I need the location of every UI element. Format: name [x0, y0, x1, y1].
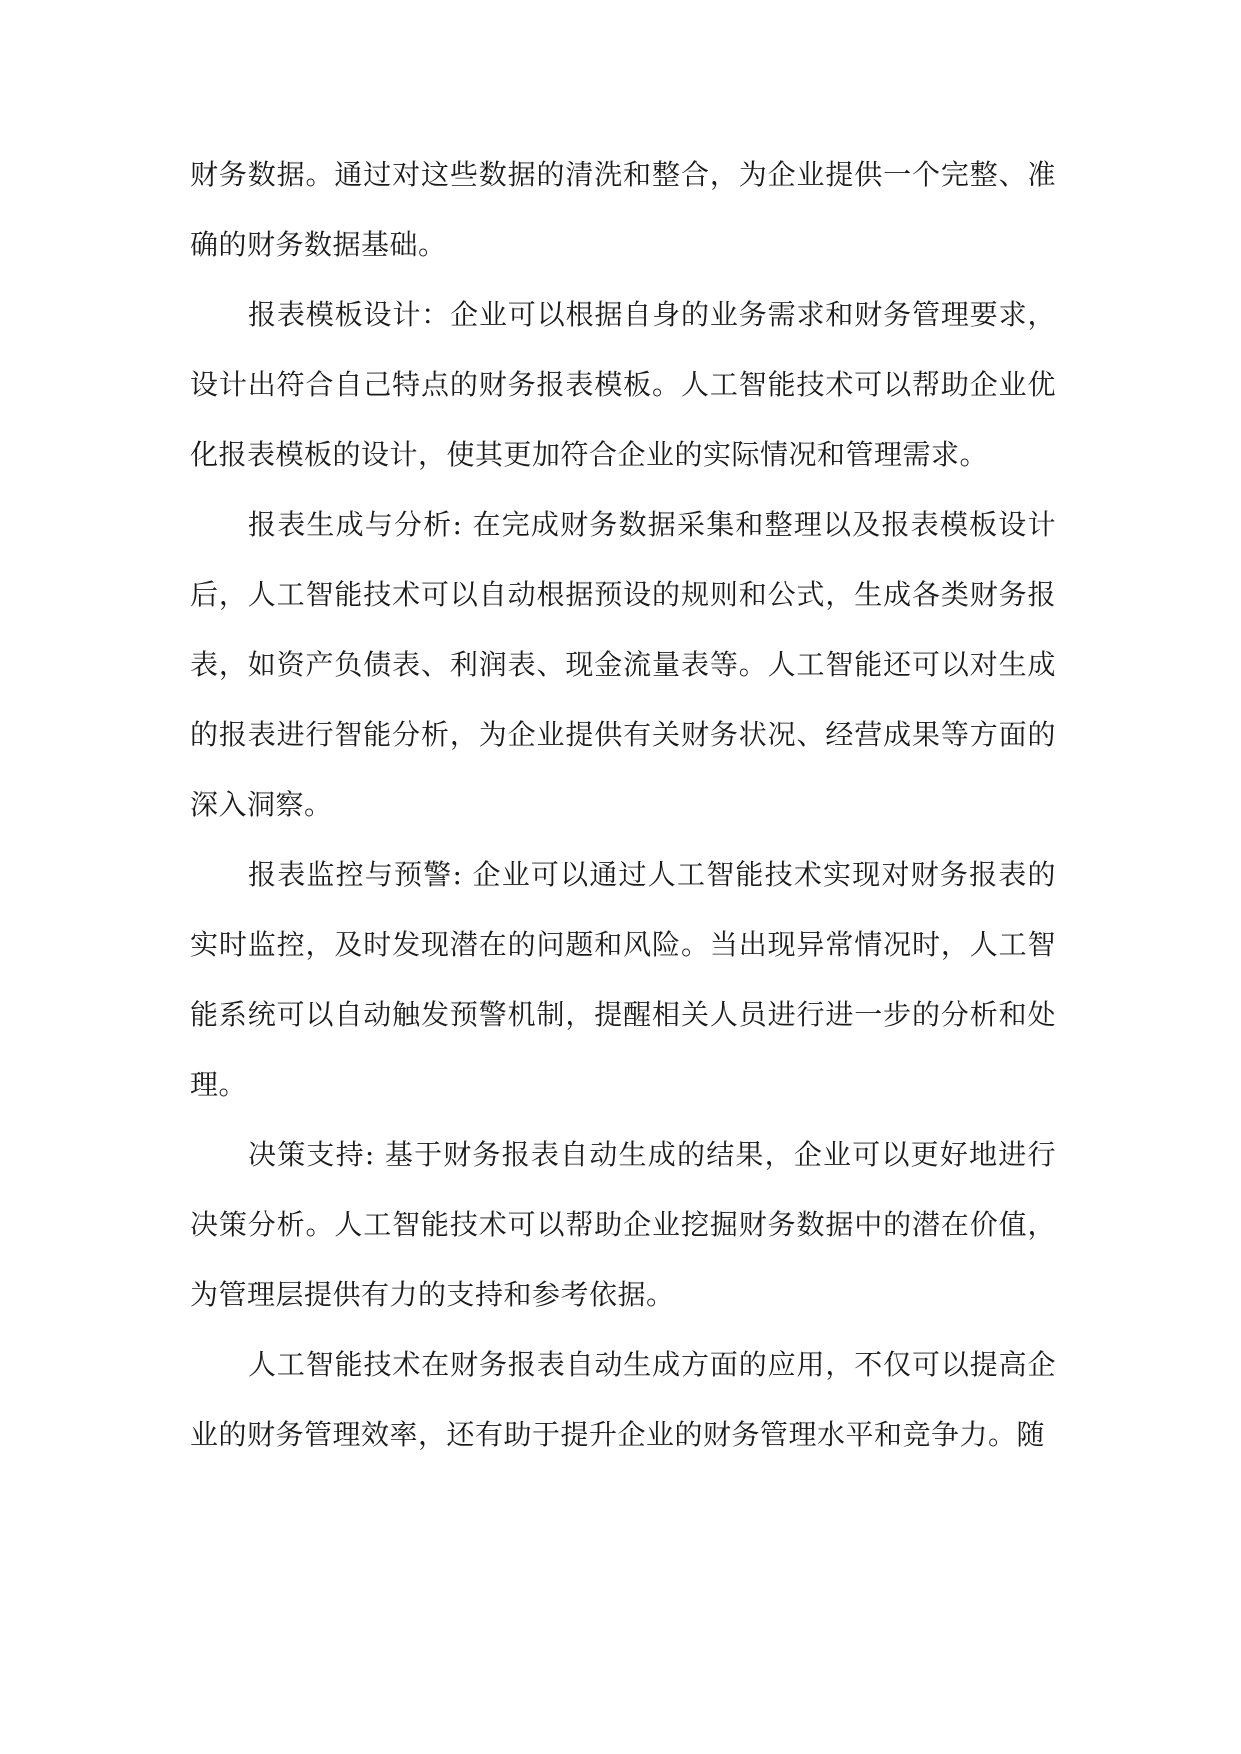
- document-body: [190, 140, 1056, 1470]
- paragraph-report-template-design: 报表模板设计：企业可以根据自身的业务需求和财务管理要求，设计出符合自己特点的财务报表模板。人工智能技术可以帮助企业优化报表模板的设计，使其更加符合企业的实际情况和管理需求。: [190, 298, 1056, 471]
- paragraph-continuation: 财务数据。通过对这些数据的清洗和整合，为企业提供一个完整、准确的财务数据基础。: [190, 158, 1056, 261]
- paragraph-report-monitoring-warning: 报表监控与预警: 企业可以通过人工智能技术实现对财务报表的实时监控，及时发现潜在的问题和风险。当出现异常情况时，人工智能系统可以自动触发预警机制，提醒相关人员进行进一步的分析和处理。: [190, 858, 1056, 1101]
- paragraph-ai-application-summary: 人工智能技术在财务报表自动生成方面的应用，不仅可以提高企业的财务管理效率，还有助于提升企业的财务管理水平和竞争力。随: [190, 1348, 1056, 1451]
- paragraph-decision-support: 决策支持: 基于财务报表自动生成的结果，企业可以更好地进行决策分析。人工智能技术可以帮助企业挖掘财务数据中的潜在价值，为管理层提供有力的支持和参考依据。: [190, 1138, 1056, 1311]
- paragraph-report-generation-analysis: 报表生成与分析: 在完成财务数据采集和整理以及报表模板设计后，人工智能技术可以自动根据预设的规则和公式，生成各类财务报表，如资产负债表、利润表、现金流量表等。人工智能还可以对生成的报表进行智能分析，为企业提供有关财务状况、经营成果等方面的深入洞察。: [190, 508, 1056, 821]
